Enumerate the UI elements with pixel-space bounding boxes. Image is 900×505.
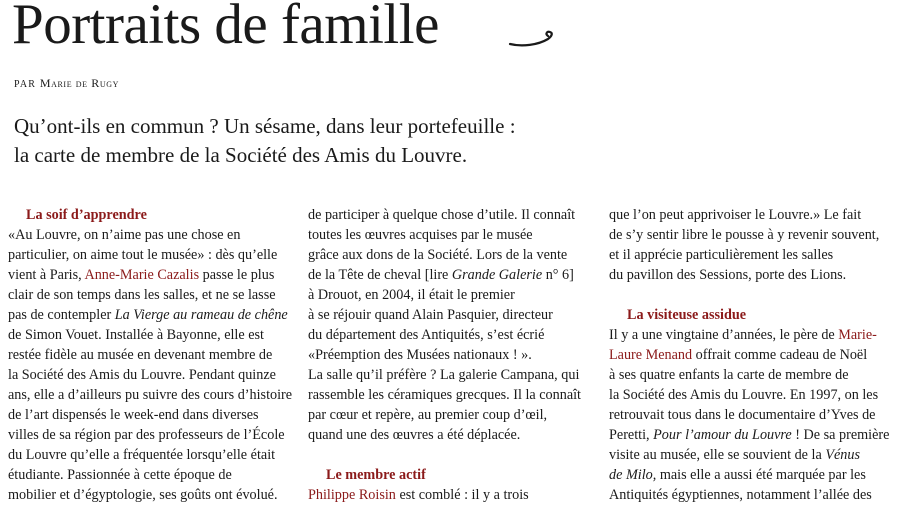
column-1 (8, 205, 292, 505)
text-line: quand une des œuvres a été déplacée. (308, 427, 521, 443)
text-line (609, 425, 889, 445)
text-run: passe le plus (199, 267, 275, 283)
text-line: la Société des Amis du Louvre. En 1997, on les (609, 387, 879, 403)
text-line: de s’y sentir libre le pousse à y revenir souvent, (609, 227, 880, 243)
text-line: de Simon Vouet. Installée à Bayonne, elle est (8, 327, 264, 343)
text-line: toutes les œuvres acquises par le musée (308, 227, 533, 243)
subhead-soif: La soif d’apprendre (26, 207, 147, 223)
text-run: n° 6] (542, 267, 574, 283)
text-line: grâce aux dons de la Société. Lors de la vente (308, 247, 568, 263)
text-run: est comblé : il y a trois (395, 487, 529, 503)
deck-line: Qu’ont-ils en commun ? Un sésame, dans leur portefeuille : (14, 114, 516, 138)
byline (14, 76, 119, 91)
person-name-roisin: Philippe Roisin (308, 487, 396, 503)
text-line: mobilier et d’égyptologie, ses goûts ont évolué. (8, 487, 278, 503)
text-line: étudiante. Passionnée à cette époque de (8, 467, 232, 483)
text-line: à se réjouir quand Alain Pasquier, directeur (308, 307, 553, 323)
text-line (308, 485, 581, 505)
text-line: «Préemption des Musées nationaux ! ». (308, 347, 532, 363)
text-line (609, 325, 889, 345)
text-run: mais elle a aussi été marquée par les (656, 467, 866, 483)
paragraph-gap (609, 285, 889, 305)
text-line: que l’on peut apprivoiser le Louvre.» Le fait (609, 207, 862, 223)
text-line (308, 265, 581, 285)
person-name-menand: Marie- (838, 327, 877, 343)
text-line: villes de sa région par des professeurs de l’École (8, 427, 285, 443)
person-name-menand-cont: Laure Menand (609, 347, 693, 363)
text-line: restée fidèle au musée en devenant membre de (8, 347, 273, 363)
magazine-title: Grande Galerie (451, 267, 543, 283)
text-run: de la Tête de cheval [lire (308, 267, 452, 283)
deck-line: la carte de membre de la Société des Amis du Louvre. (14, 143, 468, 167)
text-line (609, 465, 889, 485)
byline-par: PAR (14, 79, 37, 90)
text-line: Antiquités égyptiennes, notamment l’allée des (609, 487, 872, 503)
author-name: Marie de Rugy (39, 76, 119, 90)
text-line: du pavillon des Sessions, porte des Lions. (609, 267, 847, 283)
text-run: Il y a une vingtaine d’années, le père de (609, 327, 839, 343)
text-line: particulier, on aime tout le musée» : dès qu’elle (8, 247, 278, 263)
text-run: visite au musée, elle se souvient de la (609, 447, 826, 463)
text-line (8, 265, 292, 285)
text-line: «Au Louvre, on n’aime pas une chose en (8, 227, 241, 243)
text-line: par cœur et repère, au premier coup d’œil, (308, 407, 548, 423)
text-line: ans, elle a d’ailleurs pu suivre des cours d’histoire (8, 387, 293, 403)
text-line: rassemble les céramiques grecques. Il la connaît (308, 387, 581, 403)
artwork-title-milo: de Milo, (609, 467, 657, 483)
text-line (609, 345, 889, 365)
text-line: La salle qu’il préfère ? La galerie Campana, qui (308, 367, 580, 383)
text-run: ! De sa première (791, 427, 890, 443)
artwork-title: La Vierge au rameau de chêne (114, 307, 288, 323)
text-run: pas de contempler (8, 307, 115, 323)
film-title: Pour l’amour du Louvre (653, 427, 792, 443)
text-run: offrait comme cadeau de Noël (692, 347, 868, 363)
column-2 (308, 205, 581, 505)
text-line: de l’art dispensés le week-end dans diverses (8, 407, 259, 423)
subhead-visiteuse-assidue: La visiteuse assidue (627, 307, 747, 323)
text-line: du Louvre qu’elle a fréquentée lorsqu’elle était (8, 447, 276, 463)
text-run: Peretti, (609, 427, 654, 443)
article-title: Portraits de famille (12, 0, 439, 56)
artwork-title-venus: Vénus (825, 447, 860, 463)
title-swash-ornament (508, 30, 556, 48)
text-line: du département des Antiquités, s’est écrié (308, 327, 545, 343)
text-line: à Drouot, en 2004, il était le premier (308, 287, 515, 303)
paragraph-gap (308, 445, 581, 465)
text-line: clair de son temps dans les salles, et ne se lasse (8, 287, 276, 303)
column-3 (609, 205, 889, 505)
person-name-cazalis: Anne-Marie Cazalis (84, 267, 200, 283)
article-deck (14, 112, 516, 170)
text-line (609, 445, 889, 465)
text-run: vient à Paris, (8, 267, 85, 283)
text-line: à ses quatre enfants la carte de membre de (609, 367, 849, 383)
text-line: la Société des Amis du Louvre. Pendant quinze (8, 367, 276, 383)
text-line: de participer à quelque chose d’utile. Il connaît (308, 207, 576, 223)
text-line: retrouvait tous dans le documentaire d’Yves de (609, 407, 876, 423)
subhead-membre-actif: Le membre actif (326, 467, 426, 483)
text-line: et il apprécie particulièrement les salles (609, 247, 834, 263)
text-line (8, 305, 292, 325)
